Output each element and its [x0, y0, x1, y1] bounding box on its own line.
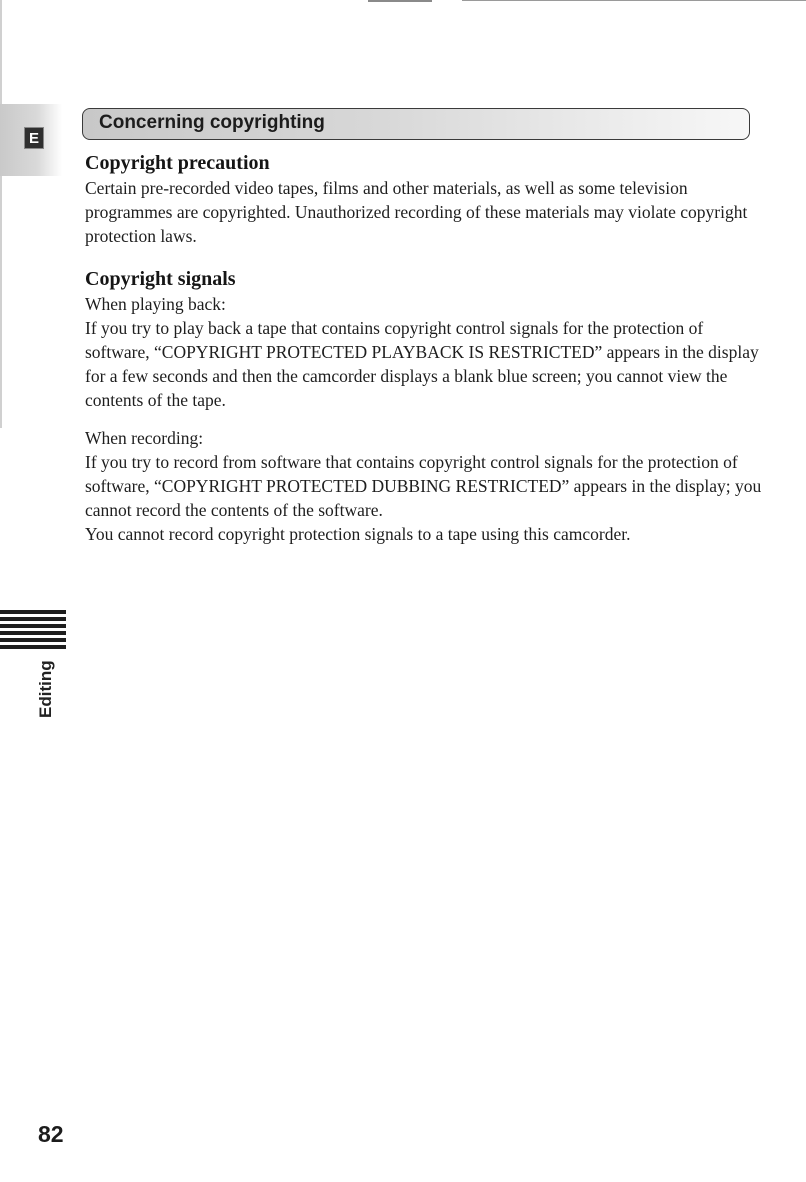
section-title-bar	[82, 108, 750, 140]
paragraph-playback: If you try to play back a tape that contains copyright control signals for the protection of software, “COPYRIGHT PROTECTED PLAYBACK IS RESTRICTED” appears in the display for a few seconds and then the camcorder displays a blank blue screen; you cannot view the contents of the tape.	[85, 318, 759, 410]
page-number: 82	[38, 1121, 64, 1147]
paragraph-recording: If you try to record from software that contains copyright control signals for the protection of software, “COPYRIGHT PROTECTED DUBBING RESTRICTED” appears in the display; you cannot record the contents of the software.	[85, 452, 762, 520]
paragraph-recording-label: When recording:	[85, 428, 204, 448]
paragraph-note: You cannot record copyright protection signals to a tape using this camcorder.	[85, 524, 631, 544]
language-badge: E	[24, 127, 44, 149]
heading-copyright-precaution: Copyright precaution	[85, 152, 270, 174]
section-marker-lines	[0, 610, 66, 652]
paragraph: Certain pre-recorded video tapes, films and other materials, as well as some television programmes are copyrighted. Unauthorized recording of these materials may violate copyright protection laws.	[85, 178, 748, 246]
side-section-label: Editing	[36, 660, 55, 718]
main-content	[85, 150, 765, 546]
top-rule	[368, 0, 432, 2]
section-title: Concerning copyrighting	[99, 112, 325, 133]
heading-copyright-signals: Copyright signals	[85, 268, 236, 290]
paragraph-playback-label: When playing back:	[85, 294, 226, 314]
page-edge-line	[0, 0, 2, 428]
top-rule	[462, 0, 806, 1]
